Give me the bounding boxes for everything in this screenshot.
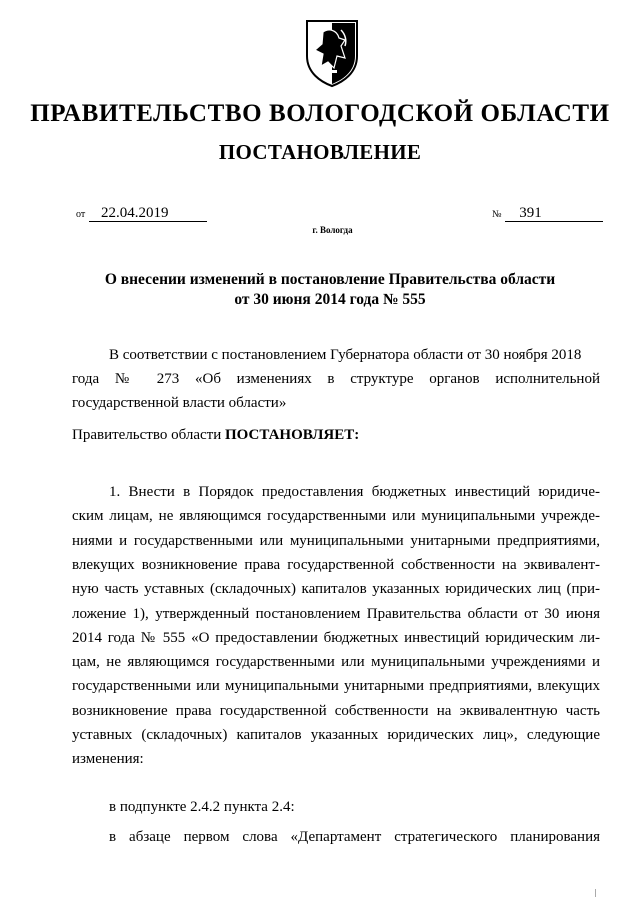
document-type: ПОСТАНОВЛЕНИЕ [218,140,422,164]
paragraph-1-line: влекущих возникновение права государственной собственности на эквивалент- [72,556,600,573]
paragraph-first-line: в абзаце первом слова «Департамент стратегического планирования [109,829,600,845]
resolves-prefix: Правительство области [72,427,225,443]
document-date-row [76,205,207,222]
paragraph-1-line: возникновение права государственной собственности на эквивалентную часть [72,702,600,719]
subject-line-2: от 30 июня 2014 года № 555 [234,291,426,308]
page-edge-mark [595,889,596,897]
paragraph-1-line: 2014 года № 555 «О предоставлении бюджетных инвестиций юридическим ли- [72,629,600,646]
number-prefix: № [492,209,502,220]
paragraph-1-line: уставных (складочных) капиталов указанных юридических лиц», следующие [72,727,600,743]
paragraph-1-line: цам, не являющимся государственными или муниципальными учреждениями и [72,654,600,671]
date-prefix: от [76,209,86,220]
paragraph-1-line: изменения: [72,751,144,768]
document-number: 391 [505,205,603,222]
document-city: г. Вологда [312,225,353,235]
paragraph-1-line: ную часть уставных (складочных) капиталов указанных юридических лиц (при- [72,581,600,598]
preamble-line-3: государственной власти области» [72,395,287,411]
paragraph-1-line: ложение 1), утвержденный постановлением Правительства области от 30 июня [72,605,600,622]
paragraph-1-line: 1. Внести в Порядок предоставления бюджетных инвестиций юридиче- [109,484,600,500]
subject-line-1: О внесении изменений в постановление Правительства области [104,271,556,288]
document-subject [60,270,600,310]
paragraph-1-line: ниями и государственными или муниципальными унитарными предприятиями, [72,532,600,549]
subpoint-line: в подпункте 2.4.2 пункта 2.4: [109,799,295,815]
coat-of-arms-emblem [301,18,363,88]
paragraph-1-line: ским лицам, не являющимся государственными или муниципальными учрежде- [72,508,600,525]
resolves-keyword: ПОСТАНОВЛЯЕТ: [224,427,360,443]
government-title: ПРАВИТЕЛЬСТВО ВОЛОГОДСКОЙ ОБЛАСТИ [30,100,610,127]
preamble-line-1: В соответствии с постановлением Губернатора области от 30 ноября 2018 [109,347,582,363]
preamble-line-2: года № 273 «Об изменениях в структуре органов исполнительной [72,371,600,387]
document-date: 22.04.2019 [89,205,207,222]
paragraph-1-line: государственными или муниципальными унитарными предприятиями, влекущих [72,678,600,695]
resolves-statement [72,423,600,447]
document-number-row [492,205,603,222]
